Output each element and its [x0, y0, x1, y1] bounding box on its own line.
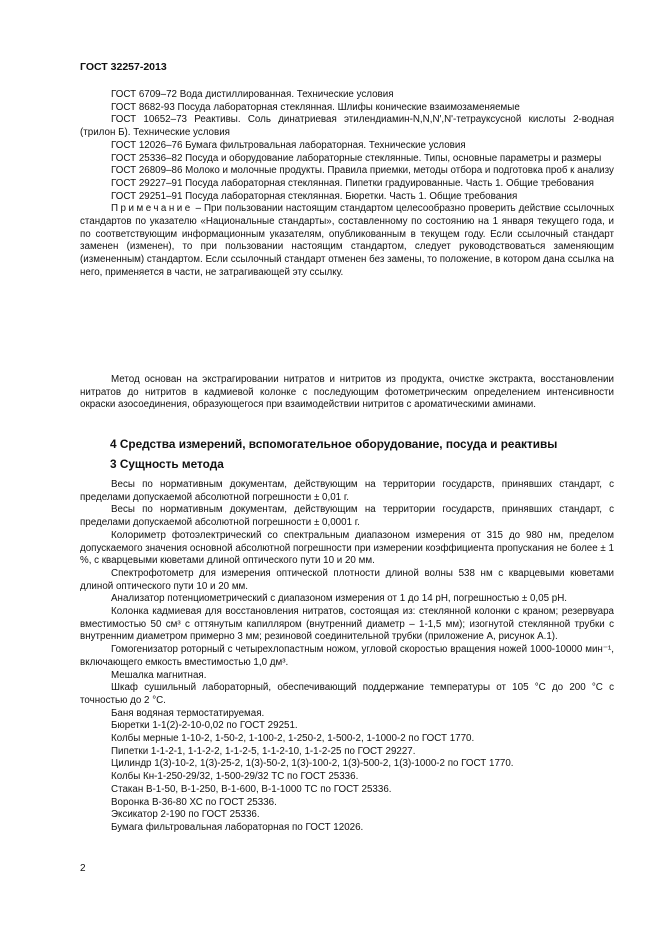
equipment-item: Спектрофотометр для измерения оптической плотности длиной волны 538 нм с кварцевыми кюветами длиной оптического пути 10 и 20 мм.: [80, 567, 614, 592]
reference-item: ГОСТ 10652–73 Реактивы. Соль динатриевая этилендиамин-N,N,N',N'-тетрауксусной кислоты 2-водная (трилон Б). Технические условия: [80, 114, 614, 139]
reference-item: ГОСТ 12026–76 Бумага фильтровальная лабораторная. Технические условия: [111, 139, 466, 151]
note-text: – При пользовании настоящим стандартом целесообразно проверить действие ссылочных стандартов по указателю «Национальные стандарты», составленному по состоянию на 1 января текущего года, и по соответствующим информационным указателям, опубликованным в текущем году. Если ссылочный стандарт заменен (изменен), то при пользовании настоящим стандартом, следует руководствоваться заменяющим (измененным) стандартом. Если ссылочный стандарт отменен без замены, то положение, в котором дана ссылка на него, применяется в части, не затрагивающей эту ссылку.: [80, 203, 614, 278]
equipment-item: Колонка кадмиевая для восстановления нитратов, состоящая из: стеклянной колонки с краном; резервуара вместимостью 50 см³ с оттянутым капилляром (внутренний диаметр – 1-1,5 мм); изогнутой стеклянной трубки с внутренним диаметром примерно 3 мм; резиновой соединительной трубки (приложение А, рисунок А.1).: [80, 606, 614, 643]
reference-item: ГОСТ 25336–82 Посуда и оборудование лабораторные стеклянные. Типы, основные параметры и размеры: [111, 152, 602, 164]
equipment-item: Мешалка магнитная.: [111, 669, 207, 681]
equipment-item: Баня водяная термостатируемая.: [111, 707, 265, 719]
section-3-heading: 3 Сущность метода: [110, 457, 224, 471]
reference-item: ГОСТ 29251–91 Посуда лабораторная стеклянная. Бюретки. Часть 1. Общие требования: [111, 190, 518, 202]
page-number: 2: [80, 863, 86, 874]
equipment-item: Воронка В-36-80 ХС по ГОСТ 25336.: [111, 796, 277, 808]
normative-references-list: [80, 89, 614, 280]
section-4-body: [80, 479, 614, 835]
equipment-item: Весы по нормативным документам, действующим на территории государств, принявших стандарт, с пределами допускаемой абсолютной погрешности ± 0,01 г.: [80, 479, 614, 503]
equipment-item: Пипетки 1-1-2-1, 1-1-2-2, 1-1-2-5, 1-1-2-10, 1-1-2-25 по ГОСТ 29227.: [111, 745, 416, 757]
equipment-item: Бумага фильтровальная лабораторная по ГОСТ 12026.: [111, 821, 364, 833]
section-3-text: Метод основан на экстрагировании нитратов и нитритов из продукта, очистке экстракта, восстановлении нитратов до нитритов в кадмиевой колонке с последующим фотометрическим определением интенсивности окраски азосоединения, образующегося при взаимодействии нитритов с ароматическими аминами.: [80, 374, 614, 411]
note-label: Примечание: [111, 203, 193, 215]
equipment-item: Стакан В-1-50, В-1-250, В-1-600, В-1-1000 ТС по ГОСТ 25336.: [111, 783, 392, 795]
equipment-item: Эксикатор 2-190 по ГОСТ 25336.: [111, 809, 260, 821]
equipment-item: Анализатор потенциометрический с диапазоном измерения от 1 до 14 рН, погрешностью ± 0,05 рН.: [111, 593, 568, 605]
equipment-item: Колбы Кн-1-250-29/32, 1-500-29/32 ТС по ГОСТ 25336.: [111, 771, 359, 783]
reference-item: ГОСТ 29227–91 Посуда лабораторная стеклянная. Пипетки градуированные. Часть 1. Общие требования: [111, 177, 594, 189]
reference-item: ГОСТ 8682-93 Посуда лабораторная стеклянная. Шлифы конические взаимозаменяемые: [111, 101, 520, 113]
equipment-item: Колориметр фотоэлектрический со спектральным диапазоном измерения от 315 до 980 нм, пределом допускаемого значения основной абсолютной погрешности при измерении коэффициента пропускания не более ± 1 %, с кварцевыми кюветами длиной оптического пути 10 и 20 мм.: [80, 529, 614, 567]
reference-item: ГОСТ 6709–72 Вода дистиллированная. Технические условия: [111, 89, 394, 100]
equipment-item: Шкаф сушильный лабораторный, обеспечивающий поддержание температуры от 105 °С до 200 °С с точностью до 2 °С.: [80, 682, 614, 706]
reference-item: ГОСТ 26809–86 Молоко и молочные продукты. Правила приемки, методы отбора и подготовка проб к анализу: [111, 165, 614, 177]
equipment-item: Весы по нормативным документам, действующим на территории государств, принявших стандарт, с пределами допускаемой абсолютной погрешности ± 0,0001 г.: [80, 504, 614, 529]
note-paragraph: [80, 203, 614, 279]
document-id-header: ГОСТ 32257-2013: [80, 61, 167, 73]
equipment-item: Цилиндр 1(3)-10-2, 1(3)-25-2, 1(3)-50-2, 1(3)-100-2, 1(3)-500-2, 1(3)-1000-2 по ГОСТ 1770.: [111, 758, 514, 770]
equipment-item: Колбы мерные 1-10-2, 1-50-2, 1-100-2, 1-250-2, 1-500-2, 1-1000-2 по ГОСТ 1770.: [111, 733, 475, 745]
section-4-heading: 4 Средства измерений, вспомогательное оборудование, посуда и реактивы: [110, 437, 558, 451]
equipment-item: Бюретки 1-1(2)-2-10-0,02 по ГОСТ 29251.: [111, 720, 298, 732]
equipment-item: Гомогенизатор роторный с четырехлопастным ножом, угловой скоростью вращения ножей 1000-10000 мин⁻¹, включающего емкость вместимостью 1,0 дм³.: [80, 644, 614, 668]
section-3-body: [80, 374, 614, 412]
